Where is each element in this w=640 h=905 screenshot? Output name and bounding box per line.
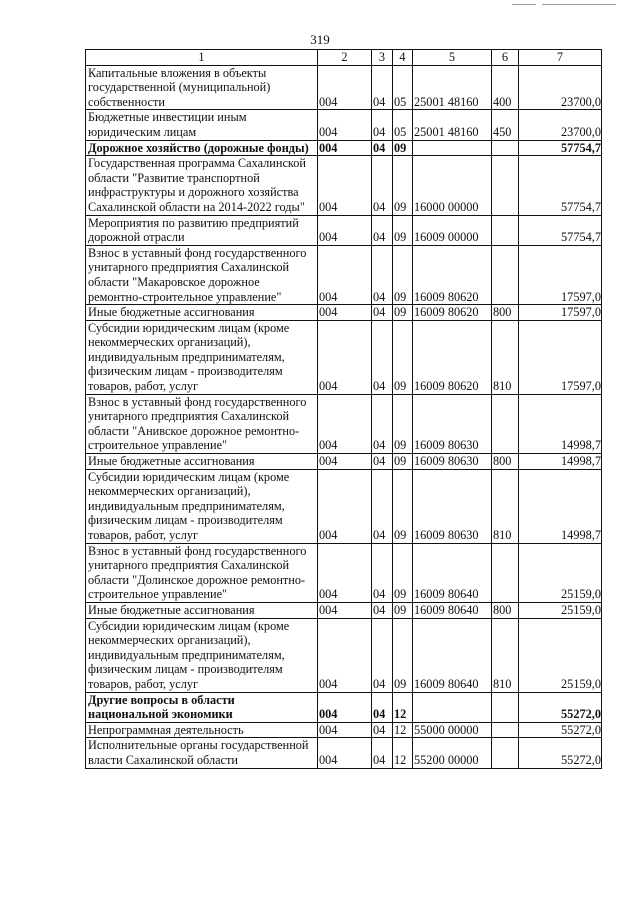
- target-article-cell: 16009 80620: [413, 245, 492, 304]
- subsection-cell: 09: [393, 394, 413, 453]
- subsection-cell: 12: [393, 692, 413, 722]
- column-header: 3: [372, 50, 393, 66]
- subsection-cell: 12: [393, 738, 413, 768]
- amount-cell: 55272,0: [519, 722, 602, 738]
- table-row: [86, 394, 602, 453]
- subsection-cell: 09: [393, 320, 413, 394]
- admin-code-cell: 004: [318, 692, 372, 722]
- target-article-cell: 55200 00000: [413, 738, 492, 768]
- section-cell: 04: [372, 305, 393, 321]
- table-row: [86, 140, 602, 156]
- admin-code-cell: 004: [318, 140, 372, 156]
- section-cell: 04: [372, 215, 393, 245]
- admin-code-cell: 004: [318, 469, 372, 543]
- table-row: [86, 738, 602, 768]
- expense-type-cell: 400: [492, 65, 519, 110]
- section-cell: 04: [372, 722, 393, 738]
- budget-table: [85, 49, 602, 769]
- expense-type-cell: 450: [492, 110, 519, 140]
- target-article-cell: 16009 80620: [413, 320, 492, 394]
- target-article-cell: [413, 692, 492, 722]
- column-header: 4: [393, 50, 413, 66]
- admin-code-cell: 004: [318, 245, 372, 304]
- target-article-cell: 16009 00000: [413, 215, 492, 245]
- subsection-cell: 09: [393, 602, 413, 618]
- section-cell: 04: [372, 156, 393, 215]
- expense-type-cell: [492, 215, 519, 245]
- target-article-cell: 55000 00000: [413, 722, 492, 738]
- amount-cell: 14998,7: [519, 394, 602, 453]
- amount-cell: 17597,0: [519, 245, 602, 304]
- row-name-cell: Непрограммная деятельность: [86, 722, 318, 738]
- subsection-cell: 09: [393, 140, 413, 156]
- target-article-cell: 16009 80640: [413, 543, 492, 602]
- expense-type-cell: 810: [492, 618, 519, 692]
- row-name-cell: Государственная программа Сахалинской области "Развитие транспортной инфраструктуры и дорожного хозяйства Сахалинской области на 2014-2022 годы": [86, 156, 318, 215]
- target-article-cell: 16000 00000: [413, 156, 492, 215]
- table-row: [86, 320, 602, 394]
- table-row: [86, 156, 602, 215]
- admin-code-cell: 004: [318, 305, 372, 321]
- subsection-cell: 09: [393, 543, 413, 602]
- amount-cell: 57754,7: [519, 215, 602, 245]
- target-article-cell: 16009 80620: [413, 305, 492, 321]
- admin-code-cell: 004: [318, 602, 372, 618]
- table-row: [86, 110, 602, 140]
- amount-cell: 57754,7: [519, 156, 602, 215]
- expense-type-cell: 800: [492, 454, 519, 470]
- expense-type-cell: [492, 692, 519, 722]
- table-row: [86, 602, 602, 618]
- amount-cell: 25159,0: [519, 543, 602, 602]
- amount-cell: 14998,7: [519, 469, 602, 543]
- admin-code-cell: 004: [318, 722, 372, 738]
- expense-type-cell: [492, 738, 519, 768]
- row-name-cell: Субсидии юридическим лицам (кроме некоммерческих организаций), индивидуальным предпринимателям, физическим лицам - производителям товаров, работ, услуг: [86, 618, 318, 692]
- row-name-cell: Взнос в уставный фонд государственного унитарного предприятия Сахалинской области "Долинское дорожное ремонтно-строительное управление": [86, 543, 318, 602]
- column-header: 1: [86, 50, 318, 66]
- subsection-cell: 09: [393, 156, 413, 215]
- expense-type-cell: [492, 140, 519, 156]
- row-name-cell: Дорожное хозяйство (дорожные фонды): [86, 140, 318, 156]
- target-article-cell: 25001 48160: [413, 65, 492, 110]
- subsection-cell: 09: [393, 305, 413, 321]
- section-cell: 04: [372, 320, 393, 394]
- subsection-cell: 09: [393, 618, 413, 692]
- admin-code-cell: 004: [318, 110, 372, 140]
- amount-cell: 25159,0: [519, 602, 602, 618]
- target-article-cell: 25001 48160: [413, 110, 492, 140]
- subsection-cell: 12: [393, 722, 413, 738]
- section-cell: 04: [372, 618, 393, 692]
- amount-cell: 55272,0: [519, 692, 602, 722]
- row-name-cell: Другие вопросы в области национальной экономики: [86, 692, 318, 722]
- section-cell: 04: [372, 110, 393, 140]
- subsection-cell: 09: [393, 215, 413, 245]
- column-header: 2: [318, 50, 372, 66]
- admin-code-cell: 004: [318, 215, 372, 245]
- table-row: [86, 692, 602, 722]
- table-row: [86, 543, 602, 602]
- row-name-cell: Мероприятия по развитию предприятий дорожной отрасли: [86, 215, 318, 245]
- subsection-cell: 09: [393, 469, 413, 543]
- column-header: 7: [519, 50, 602, 66]
- subsection-cell: 05: [393, 65, 413, 110]
- expense-type-cell: 810: [492, 469, 519, 543]
- header-row: [86, 50, 602, 66]
- expense-type-cell: 800: [492, 305, 519, 321]
- expense-type-cell: [492, 245, 519, 304]
- target-article-cell: 16009 80640: [413, 602, 492, 618]
- expense-type-cell: [492, 156, 519, 215]
- amount-cell: 23700,0: [519, 110, 602, 140]
- admin-code-cell: 004: [318, 65, 372, 110]
- target-article-cell: 16009 80630: [413, 454, 492, 470]
- amount-cell: 23700,0: [519, 65, 602, 110]
- amount-cell: 57754,7: [519, 140, 602, 156]
- row-name-cell: Взнос в уставный фонд государственного унитарного предприятия Сахалинской области "Анивское дорожное ремонтно-строительное управление": [86, 394, 318, 453]
- row-name-cell: Субсидии юридическим лицам (кроме некоммерческих организаций), индивидуальным предпринимателям, физическим лицам - производителям товаров, работ, услуг: [86, 469, 318, 543]
- expense-type-cell: 810: [492, 320, 519, 394]
- top-edge-line-right: [542, 4, 616, 5]
- table-row: [86, 65, 602, 110]
- section-cell: 04: [372, 394, 393, 453]
- row-name-cell: Иные бюджетные ассигнования: [86, 454, 318, 470]
- amount-cell: 55272,0: [519, 738, 602, 768]
- admin-code-cell: 004: [318, 738, 372, 768]
- table-row: [86, 469, 602, 543]
- target-article-cell: 16009 80630: [413, 394, 492, 453]
- admin-code-cell: 004: [318, 454, 372, 470]
- admin-code-cell: 004: [318, 156, 372, 215]
- admin-code-cell: 004: [318, 618, 372, 692]
- amount-cell: 14998,7: [519, 454, 602, 470]
- top-edge-line-left: [512, 4, 536, 5]
- target-article-cell: 16009 80640: [413, 618, 492, 692]
- table-row: [86, 722, 602, 738]
- section-cell: 04: [372, 738, 393, 768]
- admin-code-cell: 004: [318, 320, 372, 394]
- subsection-cell: 05: [393, 110, 413, 140]
- expense-type-cell: [492, 543, 519, 602]
- target-article-cell: 16009 80630: [413, 469, 492, 543]
- section-cell: 04: [372, 454, 393, 470]
- page-bottom-margin: [0, 830, 640, 905]
- amount-cell: 17597,0: [519, 305, 602, 321]
- expense-type-cell: [492, 394, 519, 453]
- section-cell: 04: [372, 140, 393, 156]
- amount-cell: 17597,0: [519, 320, 602, 394]
- subsection-cell: 09: [393, 454, 413, 470]
- column-header: 6: [492, 50, 519, 66]
- expense-type-cell: 800: [492, 602, 519, 618]
- section-cell: 04: [372, 692, 393, 722]
- row-name-cell: Бюджетные инвестиции иным юридическим лицам: [86, 110, 318, 140]
- amount-cell: 25159,0: [519, 618, 602, 692]
- row-name-cell: Иные бюджетные ассигнования: [86, 602, 318, 618]
- row-name-cell: Субсидии юридическим лицам (кроме некоммерческих организаций), индивидуальным предпринимателям, физическим лицам - производителям товаров, работ, услуг: [86, 320, 318, 394]
- section-cell: 04: [372, 602, 393, 618]
- admin-code-cell: 004: [318, 543, 372, 602]
- table-body: [86, 65, 602, 768]
- row-name-cell: Иные бюджетные ассигнования: [86, 305, 318, 321]
- subsection-cell: 09: [393, 245, 413, 304]
- table-row: [86, 215, 602, 245]
- section-cell: 04: [372, 245, 393, 304]
- admin-code-cell: 004: [318, 394, 372, 453]
- target-article-cell: [413, 140, 492, 156]
- section-cell: 04: [372, 469, 393, 543]
- section-cell: 04: [372, 65, 393, 110]
- expense-type-cell: [492, 722, 519, 738]
- column-header: 5: [413, 50, 492, 66]
- table-row: [86, 245, 602, 304]
- table-row: [86, 305, 602, 321]
- section-cell: 04: [372, 543, 393, 602]
- row-name-cell: Исполнительные органы государственной власти Сахалинской области: [86, 738, 318, 768]
- page-number: 319: [310, 32, 330, 47]
- table-row: [86, 618, 602, 692]
- row-name-cell: Капитальные вложения в объекты государственной (муниципальной) собственности: [86, 65, 318, 110]
- row-name-cell: Взнос в уставный фонд государственного унитарного предприятия Сахалинской области "Макаровское дорожное ремонтно-строительное управление": [86, 245, 318, 304]
- table-row: [86, 454, 602, 470]
